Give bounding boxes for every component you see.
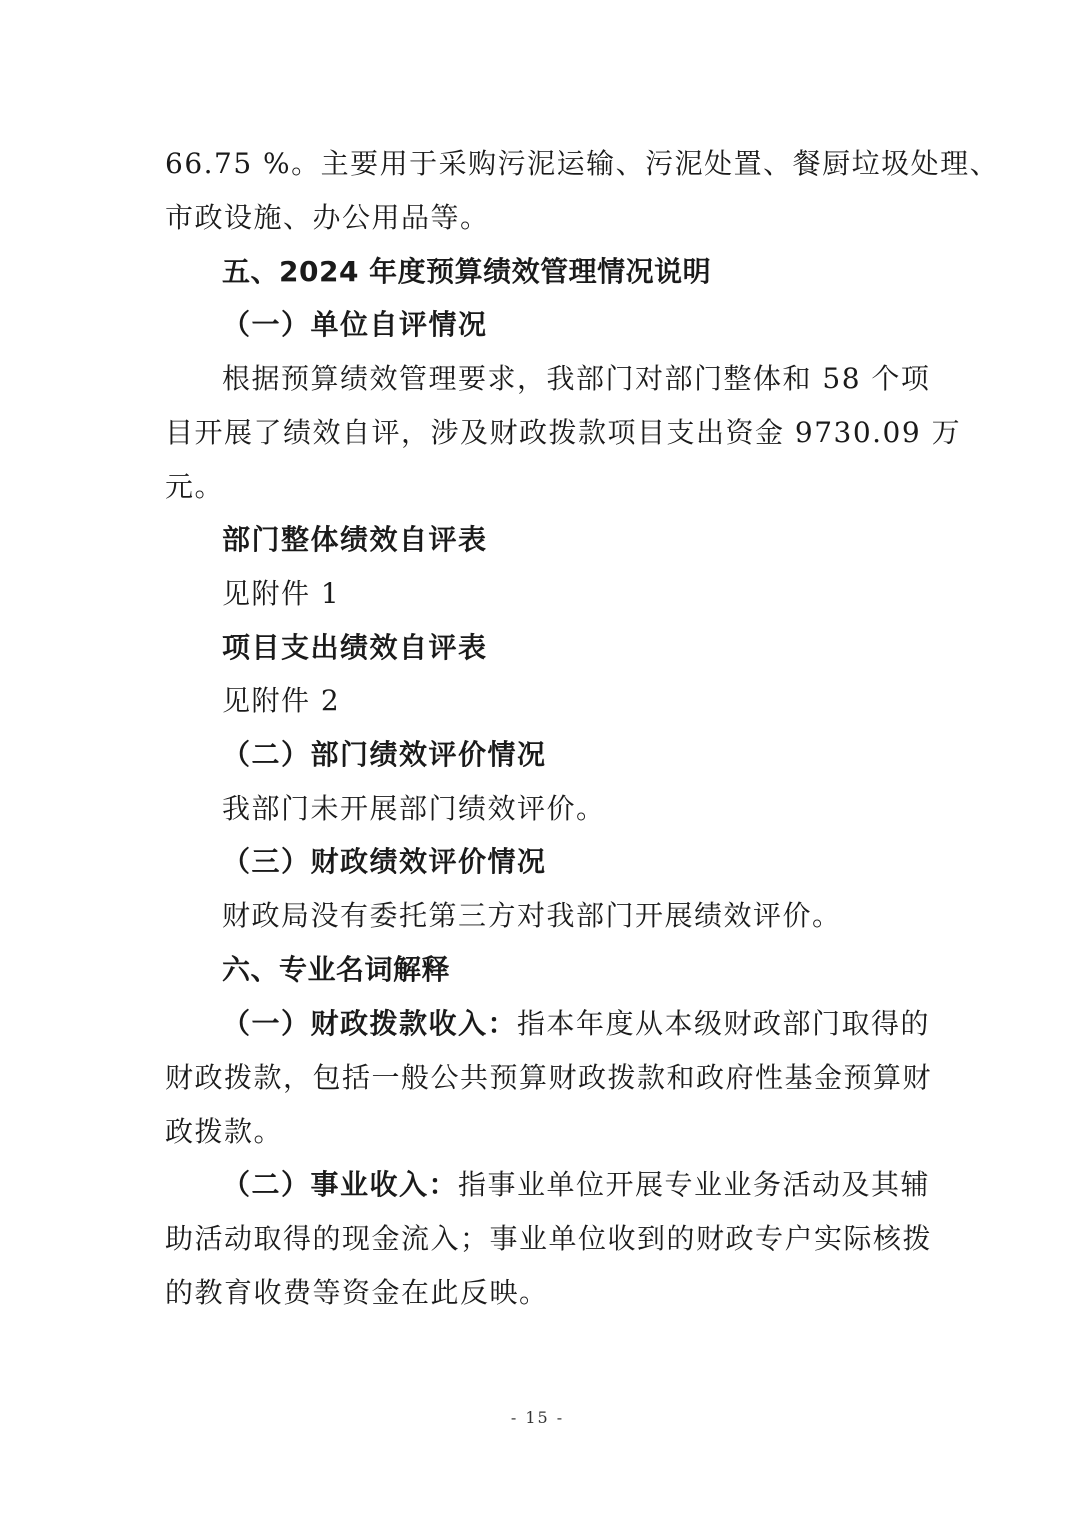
paragraph-line: 助活动取得的现金流入；事业单位收到的财政专户实际核拨 [165,1222,933,1255]
definition-term: （二）事业收入： [222,1168,459,1201]
paragraph-line: 市政设施、办公用品等。 [165,201,490,234]
table-title-1: 部门整体绩效自评表 [222,523,488,556]
paragraph-line: 根据预算绩效管理要求，我部门对部门整体和 58 个项 [222,362,931,395]
paragraph-line: 目开展了绩效自评，涉及财政拨款项目支出资金 9730.09 万 [165,416,962,449]
subsection-heading-1: （一）单位自评情况 [222,308,488,341]
definition-term: （一）财政拨款收入： [222,1007,518,1040]
paragraph-line: 66.75 %。主要用于采购污泥运输、污泥处置、餐厨垃圾处理、 [165,147,1000,180]
paragraph-line: 的教育收费等资金在此反映。 [165,1276,549,1309]
definition-line [222,997,931,1051]
paragraph-line: 元。 [165,470,225,503]
paragraph-line: 政拨款。 [165,1115,284,1148]
paragraph-line: 财政拨款，包括一般公共预算财政拨款和政府性基金预算财 [165,1061,933,1094]
definition-text: 指本年度从本级财政部门取得的 [517,1007,931,1040]
definition-text: 指事业单位开展专业业务活动及其辅 [458,1168,931,1201]
attachment-ref-1: 见附件 1 [222,577,341,610]
paragraph-line: 财政局没有委托第三方对我部门开展绩效评价。 [222,899,842,932]
attachment-ref-2: 见附件 2 [222,684,341,717]
section-heading-5: 五、2024 年度预算绩效管理情况说明 [222,255,712,288]
section-heading-6: 六、专业名词解释 [222,953,451,986]
page-number: - 15 - [510,1408,565,1427]
subsection-heading-2: （二）部门绩效评价情况 [222,738,547,771]
paragraph-line: 我部门未开展部门绩效评价。 [222,792,606,825]
definition-line [222,1158,931,1212]
subsection-heading-3: （三）财政绩效评价情况 [222,845,547,878]
table-title-2: 项目支出绩效自评表 [222,631,488,664]
